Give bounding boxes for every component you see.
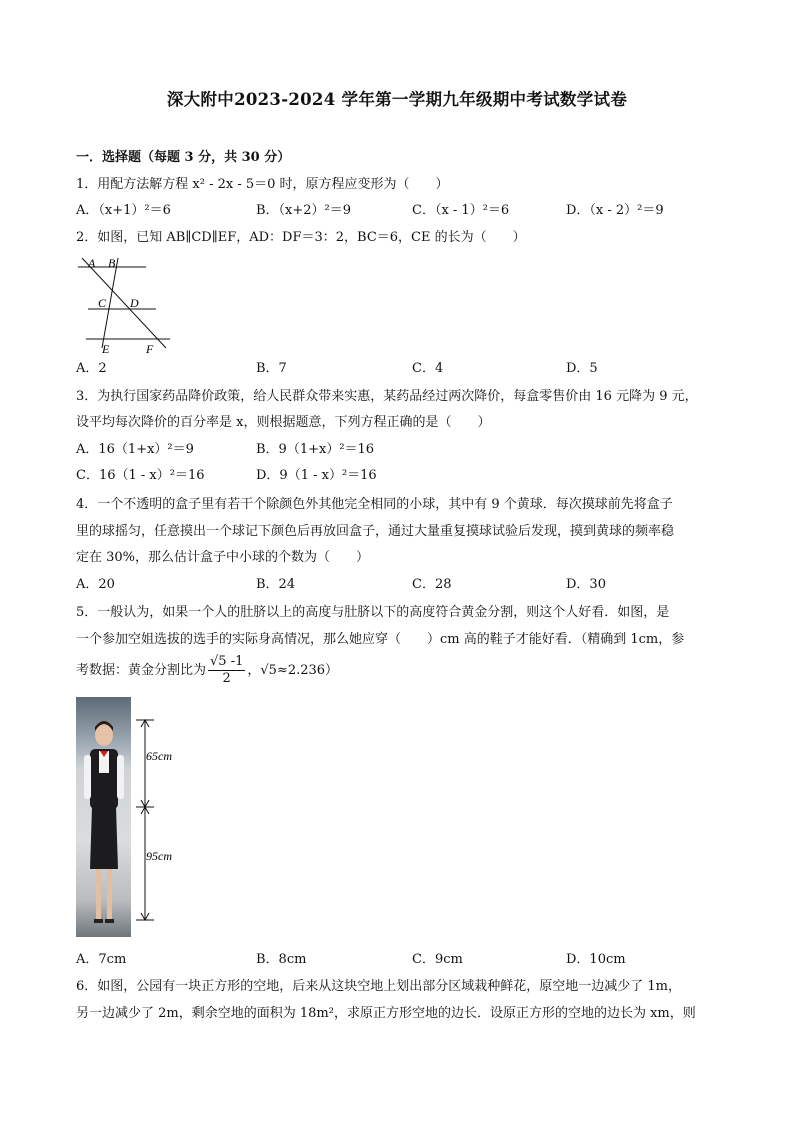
height-dimension-figure [130, 712, 190, 926]
contestant-photo [76, 697, 131, 937]
q1-option-a: A．（x+1）²＝6 [76, 203, 171, 218]
q2-option-b: B．7 [256, 361, 287, 376]
label-95cm: 95cm [146, 849, 172, 863]
q5-option-a: A．7cm [76, 952, 127, 967]
q2-option-a: A．2 [76, 361, 107, 376]
fraction-numerator: √5 -1 [210, 654, 244, 669]
contestant-figure-illustration [76, 697, 131, 937]
label-65cm: 65cm [146, 749, 172, 763]
question-4-stem-line-3: 定在 30%，那么估计盒子中小球的个数为（ ） [76, 550, 370, 565]
label-a: A [88, 256, 96, 270]
label-c: C [98, 296, 107, 310]
q3-option-a: A．16（1+x）²＝9 [76, 442, 194, 457]
question-4-stem-line-2: 里的球摇匀，任意摸出一个球记下颜色后再放回盒子，通过大量重复摸球试验后发现，摸到黄球的频率稳 [76, 524, 675, 539]
label-f: F [146, 342, 154, 356]
question-5-stem-line-1: 5．一般认为，如果一个人的肚脐以上的高度与肚脐以下的高度符合黄金分割，则这个人好看．如图，是 [76, 605, 670, 620]
q5-option-d: D．10cm [566, 952, 626, 967]
golden-ratio-fraction [208, 654, 245, 687]
label-d: D [130, 296, 139, 310]
transversal-ae [82, 258, 166, 348]
q1-option-d: D．（x - 2）²＝9 [566, 203, 664, 218]
q4-option-b: B．24 [256, 577, 296, 592]
section-heading: 一．选择题（每题 3 分，共 30 分） [76, 150, 291, 165]
q5-option-b: B．8cm [256, 952, 307, 967]
q3-option-c: C．16（1 - x）²＝16 [76, 468, 205, 483]
q2-option-d: D．5 [566, 361, 598, 376]
q3-option-b: B．9（1+x）²＝16 [256, 442, 375, 457]
q1-option-c: C．（x - 1）²＝6 [412, 203, 510, 218]
question-2-stem: 2．如图，已知 AB∥CD∥EF，AD：DF＝3：2，BC＝6，CE 的长为（ ） [76, 230, 526, 245]
parallel-lines-figure [74, 252, 184, 358]
question-1-stem: 1．用配方法解方程 x² - 2x - 5＝0 时，原方程应变形为（ ） [76, 177, 449, 192]
question-4-stem-line-1: 4．一个不透明的盒子里有若干个除颜色外其他完全相同的小球，其中有 9 个黄球．每次摸球前先将盒子 [76, 497, 673, 512]
question-5-stem-line-2: 一个参加空姐选拔的选手的实际身高情况，那么她应穿（ ）cm 高的鞋子才能好看．（精确到 1cm，参 [76, 632, 685, 647]
q5-option-c: C．9cm [412, 952, 463, 967]
q5-line3-prefix: 考数据：黄金分割比为 [76, 663, 207, 678]
q1-option-b: B．（x+2）²＝9 [256, 203, 352, 218]
label-b: B [108, 256, 116, 270]
q4-option-a: A．20 [76, 577, 115, 592]
fraction-denominator: 2 [222, 671, 231, 686]
question-6-stem-line-2: 另一边减少了 2m，剩余空地的面积为 18m²，求原正方形空地的边长．设原正方形的空地的边长为 xm，则 [76, 1006, 696, 1021]
question-6-stem-line-1: 6．如图，公园有一块正方形的空地，后来从这块空地上划出部分区域栽种鲜花，原空地一边减少了 1m， [76, 979, 682, 994]
page-title: 深大附中2023-2024 学年第一学期九年级期中考试数学试卷 [166, 90, 628, 109]
question-3-stem-line-2: 设平均每次降价的百分率是 x，则根据题意，下列方程正确的是（ ） [76, 415, 491, 430]
q2-option-c: C．4 [412, 361, 444, 376]
question-3-stem-line-1: 3．为执行国家药品降价政策，给人民群众带来实惠，某药品经过两次降价，每盒零售价由 16 元降为 9 元， [76, 389, 698, 404]
q5-line3-suffix: ，√5≈2.236） [247, 663, 339, 678]
q3-option-d: D．9（1 - x）²＝16 [256, 468, 377, 483]
q4-option-c: C．28 [412, 577, 452, 592]
q4-option-d: D．30 [566, 577, 606, 592]
question-5-stem-line-3 [76, 654, 338, 687]
label-e: E [102, 342, 110, 356]
